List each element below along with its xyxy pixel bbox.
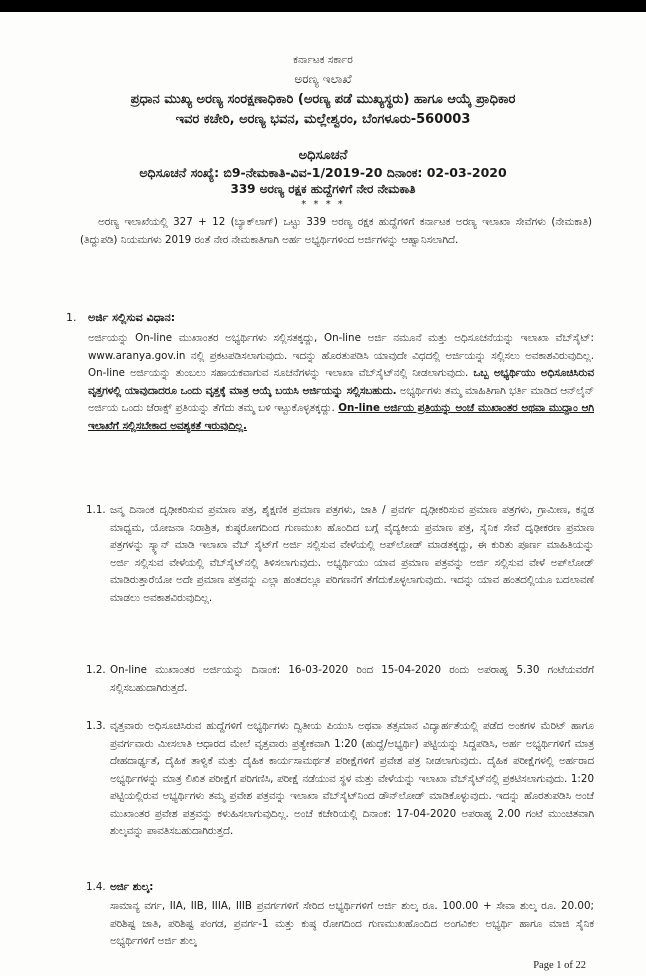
notification-number: ಅಧಿಸೂಚನೆ ಸಂಖ್ಯೆ: ಬಿ9-ನೇಮಕಾತಿ-ವಿವ-1/2019-20 ದಿನಾಂಕ: 02-03-2020 xyxy=(139,165,507,180)
list-item xyxy=(86,718,594,841)
item-number: 1.4. xyxy=(86,881,106,893)
section-heading: ಅರ್ಜಿ ಸಲ್ಲಿಸುವ ವಿಧಾನ: xyxy=(88,311,176,324)
section-body xyxy=(88,330,594,435)
header-address: ಇವರ ಕಚೇರಿ, ಅರಣ್ಯ ಭವನ, ಮಲ್ಲೇಶ್ವರಂ, ಬೆಂಗಳೂರು-560003 xyxy=(175,112,471,127)
fee-text: ಸಾಮಾನ್ಯ ವರ್ಗ, IIA, IIB, IIIA, IIIB ಪ್ರವರ್ಗಗಳಿಗೆ ಸೇರಿದ ಅಭ್ಯರ್ಥಿಗಳಿಗೆ ಅರ್ಜಿ ಶುಲ್ಕ ರೂ. 100.00 + ಸೇವಾ ಶುಲ್ಕ ರೂ. 20.00; ಪರಿಶಿಷ್ಟ ಜಾತಿ, ಪರಿಶಿಷ್ಟ ಪಂಗಡ, ಪ್ರವರ್ಗ-1 ಮತ್ತು ಕುಷ್ಠ ರೋಗದಿಂದ ಗುಣಮುಖಹೊಂದಿದ ಅಂಗವಿಕಲ ಅಭ್ಯರ್ಥಿ ಹಾಗೂ ಮಾಜಿ ಸೈನಿಕ ಅಭ್ಯರ್ಥಿಗಳಿಗೆ ಅರ್ಜಿ ಶುಲ್ಕ xyxy=(110,900,594,947)
item-number: 1.3. xyxy=(86,720,106,732)
header-government: ಕರ್ನಾಟಕ ಸರ್ಕಾರ xyxy=(293,54,353,66)
section-body-bold: ಒಬ್ಬ ಅಭ್ಯರ್ಥಿಯು ಅಧಿಸೂಚಿಸಿರುವ ವೃತ್ತಗಳಲ್ಲಿ ಯಾವುದಾದರೂ ಒಂದು ವೃತ್ತಕ್ಕೆ ಮಾತ್ರ ಆಯ್ಕೆ ಬಯಸಿ ಅರ್ಜಿಯನ್ನು ಸಲ್ಲಿಸಬಹುದು. xyxy=(88,367,594,397)
item-text: ಜನ್ಮ ದಿನಾಂಕ ದೃಢೀಕರಿಸುವ ಪ್ರಮಾಣ ಪತ್ರ, ಶೈಕ್ಷಣಿಕ ಪ್ರಮಾಣ ಪತ್ರಗಳು, ಜಾತಿ / ಪ್ರವರ್ಗ ದೃಢೀಕರಿಸುವ ಪ್ರಮಾಣ ಪತ್ರಗಳು, ಗ್ರಾಮೀಣ, ಕನ್ನಡ ಮಾಧ್ಯಮ, ಯೋಜನಾ ನಿರಾಶ್ರಿತ, ಕುಷ್ಠರೋಗದಿಂದ ಗುಣಮುಖ ಹೊಂದಿದ ಬಗ್ಗೆ ವೈದ್ಯಕೀಯ ಪ್ರಮಾಣ ಪತ್ರ, ಸೈನಿಕ ಸೇವೆ ದೃಢೀಕರಣ ಪ್ರಮಾಣ ಪತ್ರಗಳನ್ನು ಸ್ಕ್ಯಾನ್ ಮಾಡಿ ಇಲಾಖಾ ವೆಬ್ ಸೈಟ್‌ಗೆ ಅರ್ಜಿ ಸಲ್ಲಿಸುವ ವೇಳೆಯಲ್ಲಿ ಅಪ್‌ಲೋಡ್ ಮಾಡತಕ್ಕದ್ದು, ಈ ಕುರಿತು ಪೂರ್ಣ ಮಾಹಿತಿಯನ್ನು ಅರ್ಜಿ ಸಲ್ಲಿಸುವ ವೇಳೆಯಲ್ಲಿ ವೆಬ್‌ಸೈಟ್‌ನಲ್ಲಿ ತಿಳಿಸಲಾಗುವುದು. ಅಭ್ಯರ್ಥಿಯು ಯಾವ ಪ್ರಮಾಣ ಪತ್ರವನ್ನು ಅರ್ಜಿ ಸಲ್ಲಿಸುವ ವೇಳೆ ಅಪ್‌ಲೋಡ್ ಮಾಡಿರುತ್ತಾರೆಯೋ ಅದೇ ಪ್ರಮಾಣ ಪತ್ರವನ್ನು ಎಲ್ಲಾ ಹಂತದಲ್ಲೂ ಪರಿಗಣನೆಗೆ ತೆಗೆದುಕೊಳ್ಳಲಾಗುವುದು. ಇದನ್ನು ಯಾವ ಹಂತದಲ್ಲಿಯೂ ಬದಲಾವಣೆ ಮಾಡಲು ಅವಕಾಶವಿರುವುದಿಲ್ಲ. xyxy=(110,504,594,604)
item-number: 1.1. xyxy=(86,504,106,516)
document-page xyxy=(0,12,646,976)
page-number: Page 1 of 22 xyxy=(533,960,586,971)
section-body-underline: On-line ಅರ್ಜಿಯ ಪ್ರತಿಯನ್ನು ಅಂಚೆ ಮುಖಾಂತರ ಅಥವಾ ಮುದ್ದಾಂ ಆಗಿ ಇಲಾಖೆಗೆ ಸಲ್ಲಿಸಬೇಕಾದ ಅವಶ್ಯಕತೆ ಇರುವುದಿಲ್ಲ. xyxy=(88,402,594,432)
list-item xyxy=(86,662,594,697)
section-body-text-1: ಅರ್ಜಿಯನ್ನು On-line ಮುಖಾಂತರ ಅಭ್ಯರ್ಥಿಗಳು ಸಲ್ಲಿಸತಕ್ಕದ್ದು, On-line ಅರ್ಜಿ ನಮೂನೆ ಮತ್ತು ಅಧಿಸೂಚನೆಯನ್ನು ಇಲಾಖಾ ವೆಬ್‌ಸೈಟ್: www.aranya.gov.in ನಲ್ಲಿ ಪ್ರಕಟಪಡಿಸಲಾಗುವುದು. ಇದನ್ನು ಹೊರತುಪಡಿಸಿ ಯಾವುದೇ ವಿಧದಲ್ಲಿ ಅರ್ಜಿಯನ್ನು ಸಲ್ಲಿಸಲು ಅವಕಾಶವಿರುವುದಿಲ್ಲ. On-line ಅರ್ಜಿಯನ್ನು ತುಂಬಲು ಸಹಾಯಕವಾಗುವ ಸೂಚನೆಗಳನ್ನು ಇಲಾಖಾ ವೆಬ್‌ಸೈಟ್‌ನಲ್ಲಿ ನೀಡಲಾಗುವುದು. xyxy=(88,332,594,379)
item-number: 1.2. xyxy=(86,664,106,676)
item-heading: ಅರ್ಜಿ ಶುಲ್ಕ: xyxy=(110,881,154,893)
list-item xyxy=(86,879,594,897)
header-authority: ಪ್ರಧಾನ ಮುಖ್ಯ ಅರಣ್ಯ ಸಂರಕ್ಷಣಾಧಿಕಾರಿ (ಅರಣ್ಯ ಪಡೆ ಮುಖ್ಯಸ್ಥರು) ಹಾಗೂ ಆಯ್ಕೆ ಪ್ರಾಧಿಕಾರ xyxy=(130,92,516,107)
section-body-text-2: ಅಭ್ಯರ್ಥಿಗಳು ತಮ್ಮ ಮಾಹಿತಿಗಾಗಿ ಭರ್ತಿ ಮಾಡಿದ ಆನ್‌ಲೈನ್ ಅರ್ಜಿಯ ಒಂದು ಜೆರಾಕ್ಸ್ ಪ್ರತಿಯನ್ನು ತೆಗೆದು ತಮ್ಮ ಬಳಿ ಇಟ್ಟುಕೊಳ್ಳತಕ್ಕದ್ದು. xyxy=(88,384,594,414)
intro-paragraph: ಅರಣ್ಯ ಇಲಾಖೆಯಲ್ಲಿ 327 + 12 (ಬ್ಯಾಕ್‌ಲಾಗ್) ಒಟ್ಟು 339 ಅರಣ್ಯ ರಕ್ಷಕ ಹುದ್ದೆಗಳಿಗೆ ಕರ್ನಾಟಕ ಅರಣ್ಯ ಇಲಾಖಾ ಸೇವೆಗಳು (ನೇಮಕಾತಿ) (ತಿದ್ದುಪಡಿ) ನಿಯಮಗಳು 2019 ರಂತೆ ನೇರ ನೇಮಕಾತಿಗಾಗಿ ಅರ್ಹ ಅಭ್ಯರ್ಥಿಗಳಿಂದ ಅರ್ಜಿಗಳನ್ನು ಆಹ್ವಾನಿಸಲಾಗಿದೆ. xyxy=(80,216,592,246)
notification-subject: 339 ಅರಣ್ಯ ರಕ್ಷಕ ಹುದ್ದೆಗಳಿಗೆ ನೇರ ನೇಮಕಾತಿ xyxy=(230,182,416,196)
notification-title: ಅಧಿಸೂಚನೆ xyxy=(298,148,348,163)
separator-stars: * * * * xyxy=(301,199,345,210)
list-item xyxy=(86,502,594,607)
section-number: 1. xyxy=(66,311,77,324)
header-department: ಅರಣ್ಯ ಇಲಾಖೆ xyxy=(294,72,352,86)
item-text: On-line ಮುಖಾಂತರ ಅರ್ಜಿಯನ್ನು ದಿನಾಂಕ: 16-03-2020 ರಿಂದ 15-04-2020 ರಂದು ಅಪರಾಹ್ನ 5.30 ಗಂಟೆಯವರೆಗೆ ಸಲ್ಲಿಸಬಹುದಾಗಿರುತ್ತದೆ. xyxy=(110,664,594,694)
item-text: ವೃತ್ತವಾರು ಅಧಿಸೂಚಿಸಿರುವ ಹುದ್ದೆಗಳಿಗೆ ಅಭ್ಯರ್ಥಿಗಳು ದ್ವಿತೀಯ ಪಿಯುಸಿ ಅಥವಾ ತತ್ಸಮಾನ ವಿದ್ಯಾರ್ಹತೆಯಲ್ಲಿ ಪಡೆದ ಅಂಕಗಳ ಮೆರಿಟ್ ಹಾಗೂ ಪ್ರವರ್ಗವಾರು ಮೀಸಲಾತಿ ಆಧಾರದ ಮೇಲೆ ವೃತ್ತವಾರು ಪ್ರತ್ಯೇಕವಾಗಿ 1:20 (ಹುದ್ದೆ/ಅಭ್ಯರ್ಥಿ) ಪಟ್ಟಿಯನ್ನು ಸಿದ್ದಪಡಿಸಿ, ಅರ್ಹ ಅಭ್ಯರ್ಥಿಗಳಿಗೆ ಮಾತ್ರ ದೇಹದಾರ್ಢ್ಯತೆ, ದೈಹಿಕ ತಾಳ್ವಿಕೆ ಮತ್ತು ದೈಹಿಕ ಕಾರ್ಯಸಾಮರ್ಥತೆ ಪರೀಕ್ಷೆಗಳಿಗೆ ಪ್ರವೇಶ ಪತ್ರ ನೀಡಲಾಗುವುದು. ದೈಹಿಕ ಪರೀಕ್ಷೆಗಳಲ್ಲಿ ಅರ್ಹರಾದ ಅಭ್ಯರ್ಥಿಗಳನ್ನು ಮಾತ್ರ ಲಿಖಿತ ಪರೀಕ್ಷೆಗೆ ಪರಿಗಣಿಸಿ, ಪರೀಕ್ಷೆ ನಡೆಯುವ ಸ್ಥಳ ಮತ್ತು ವೇಳೆಯನ್ನು ಇಲಾಖಾ ವೆಬ್‌ಸೈಟ್‌ನಲ್ಲಿ ಪ್ರಕಟಿಸಲಾಗುವುದು. 1:20 ಪಟ್ಟಿಯಲ್ಲಿರುವ ಅಭ್ಯರ್ಥಿಗಳು ತಮ್ಮ ಪ್ರವೇಶ ಪತ್ರವನ್ನು ಇಲಾಖಾ ವೆಬ್‌ಸೈಟ್‌ನಿಂದ ಡೌನ್‌ಲೋಡ್ ಮಾಡಿಕೊಳ್ಳುವುದು. ಇದನ್ನು ಹೊರತುಪಡಿಸಿ ಅಂಚೆ ಮುಖಾಂತರ ಪ್ರವೇಶ ಪತ್ರವನ್ನು ಕಳುಹಿಸಲಾಗುವುದಿಲ್ಲ. ಅಂಚೆ ಕಚೇರಿಯಲ್ಲಿ ದಿನಾಂಕ: 17-04-2020 ಅಪರಾಹ್ನ 2.00 ಗಂಟೆ ಮುಂಚಿತವಾಗಿ ಶುಲ್ಕವನ್ನು ಪಾವತಿಸಬಹುದಾಗಿರುತ್ತದೆ. xyxy=(110,720,594,837)
top-edge xyxy=(0,0,646,12)
